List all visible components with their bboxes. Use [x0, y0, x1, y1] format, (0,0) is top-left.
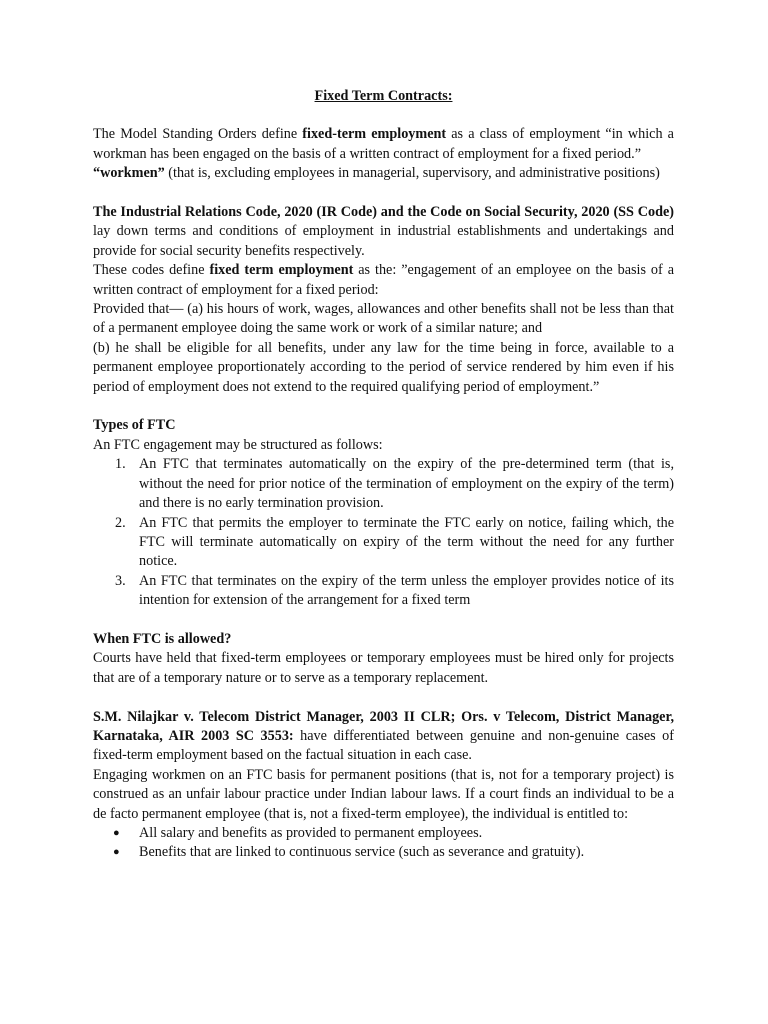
types-intro: An FTC engagement may be structured as follows: [93, 436, 383, 453]
intro-bold-term: fixed-term employment [302, 126, 447, 143]
codes-text: lay down terms and conditions of employment in industrial establishments and undertakings and provide for social security benefits respectively. [93, 223, 674, 259]
document-title: Fixed Term Contracts: [314, 88, 453, 104]
entitlements-list [93, 824, 674, 863]
types-heading [93, 416, 674, 435]
codes-def-term: fixed term employment [209, 262, 354, 279]
proviso-b-paragraph: (b) he shall be eligible for all benefits, under any law for the time being in force, available to a permanent employee proportionately according to the period of service rendered by him even if his period of employment does not extend to the required qualifying period of employment.” [93, 339, 674, 395]
list-item [93, 843, 674, 862]
list-number: 1. [115, 456, 126, 473]
list-item [93, 572, 674, 611]
bullet-icon: ● [113, 826, 120, 839]
workmen-term: “workmen” [93, 165, 165, 182]
list-item-text: An FTC that permits the employer to terminate the FTC early on notice, failing which, the FTC will terminate automatically on expiry of the term without the need for any further notice. [139, 514, 674, 570]
list-item [93, 455, 674, 513]
codes-paragraph [93, 203, 674, 261]
allowed-heading-text: When FTC is allowed? [93, 630, 232, 647]
case-paragraph [93, 708, 674, 766]
list-item-text: All salary and benefits as provided to permanent employees. [139, 824, 483, 841]
list-item-text: An FTC that terminates automatically on the expiry of the pre-determined term (that is, without the need for prior notice of the termination of employment on the expiry of the term) and there is no early termination provision. [139, 456, 674, 512]
codes-def-text-cont: as the: ”engagement of an employee on the basis of a written contract of employment for a fixed period: [93, 262, 674, 298]
allowed-heading [93, 630, 674, 649]
list-item [93, 514, 674, 572]
case-text: have differentiated between genuine and non-genuine cases of fixed-term employment based on the factual situation in each case. [93, 727, 674, 764]
case-paragraph-2: Engaging workmen on an FTC basis for permanent positions (that is, not for a temporary project) is construed as an unfair labour practice under Indian labour laws. If a court finds an individual to be a de facto permanent employee (that is, not a fixed-term employee), the individual is entitled to: [93, 766, 674, 822]
codes-definition-paragraph [93, 261, 674, 300]
types-list [93, 455, 674, 610]
proviso-a-paragraph: Provided that— (a) his hours of work, wages, allowances and other benefits shall not be less than that of a permanent employee doing the same work or work of a similar nature; and [93, 301, 674, 337]
intro-text: The Model Standing Orders define [93, 126, 303, 143]
types-heading-text: Types of FTC [93, 417, 176, 434]
document-page [93, 87, 674, 863]
workmen-text: (that is, excluding employees in managerial, supervisory, and administrative positions) [164, 165, 660, 182]
list-item-text: Benefits that are linked to continuous service (such as severance and gratuity). [139, 844, 585, 861]
workmen-paragraph [93, 164, 674, 183]
list-item [93, 824, 674, 843]
bullet-icon: ● [113, 846, 120, 859]
intro-paragraph [93, 125, 674, 164]
case-citation: S.M. Nilajkar v. Telecom District Manager, 2003 II CLR; Ors. v Telecom, District Manager, Karnataka, AIR 2003 SC 3553: [93, 708, 674, 744]
allowed-paragraph: Courts have held that fixed-term employees or temporary employees must be hired only for projects that are of a temporary nature or to serve as a temporary replacement. [93, 650, 674, 686]
list-item-text: An FTC that terminates on the expiry of the term unless the employer provides notice of its intention for extension of the arrangement for a fixed term [139, 572, 674, 609]
codes-bold-heading: The Industrial Relations Code, 2020 (IR Code) and the Code on Social Security, 2020 (SS Code) [93, 204, 674, 221]
list-number: 2. [115, 514, 126, 531]
list-number: 3. [115, 572, 126, 589]
codes-def-text: These codes define [93, 262, 210, 279]
intro-text-cont: as a class of employment “in which a workman has been engaged on the basis of a written contract of employment for a fixed period.” [93, 126, 674, 162]
